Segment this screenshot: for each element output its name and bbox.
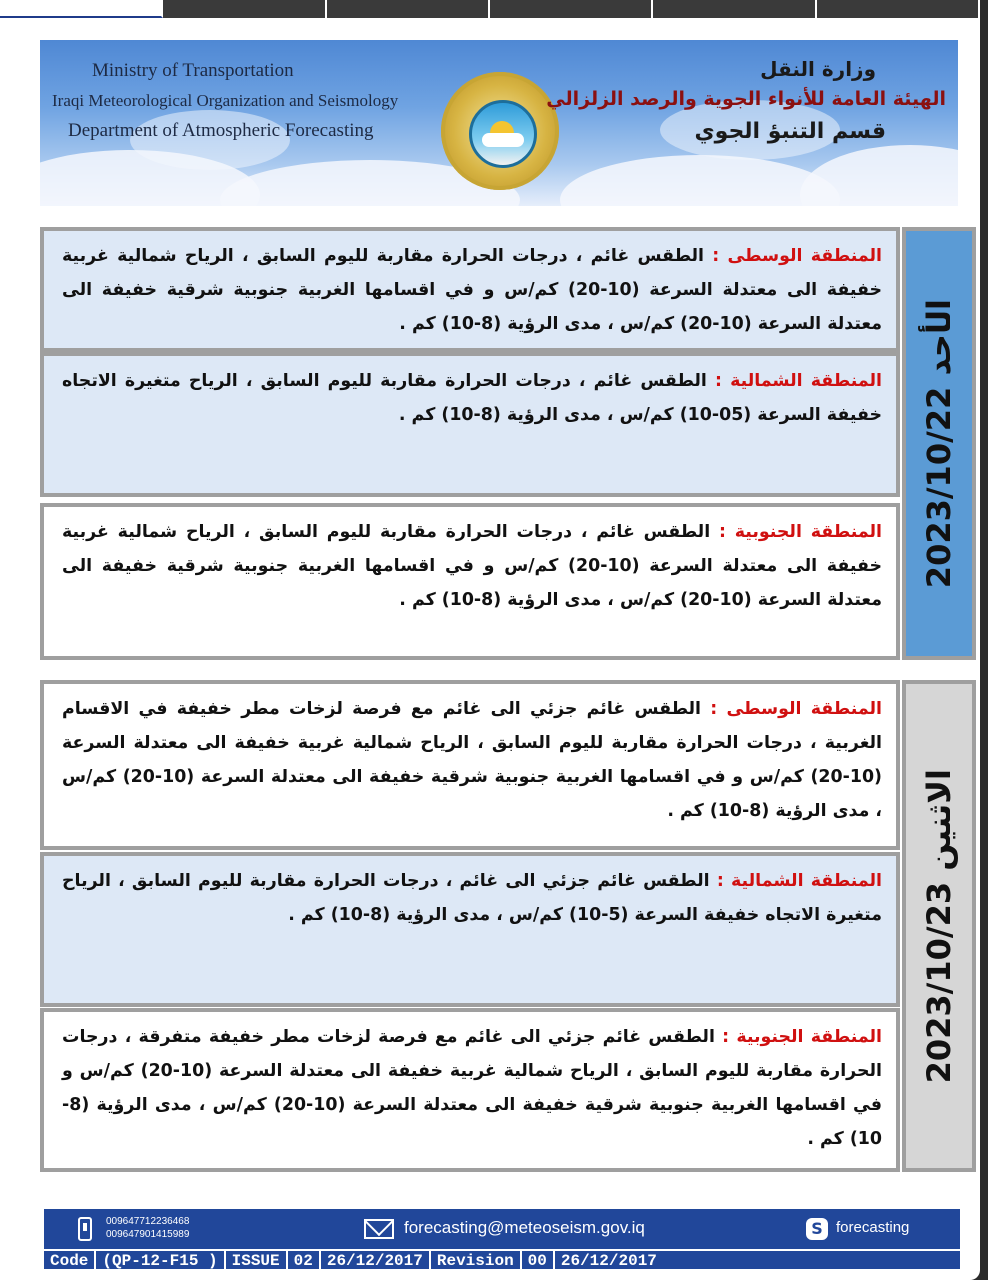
forecast-text: الطقس غائم ، درجات الحرارة مقاربة لليوم السابق ، الرياح شمالية غربية خفيفة الى معتدلة السرعة (10-20) كم/س و في اقسامها الغربية جنوبية شرقية خفيفة الى معتدلة السرعة (10-20) كم/س ، مدى الرؤية (8-10) كم . — [62, 522, 882, 610]
phone-icon — [78, 1217, 92, 1241]
document-code-row — [44, 1249, 960, 1269]
region-label: المنطقة الوسطى : — [712, 246, 882, 266]
department-name-ar: قسم التنبؤ الجوي — [694, 119, 886, 144]
top-window-strip — [0, 0, 980, 18]
forecast-southern-region — [40, 503, 900, 660]
footer — [44, 1209, 960, 1269]
email-address[interactable]: forecasting@meteoseism.gov.iq — [404, 1218, 645, 1237]
skype-handle: forecasting — [836, 1219, 910, 1236]
code-value: (QP-12-F15 ) — [96, 1251, 225, 1269]
phone-number: 009647901415989 — [106, 1229, 190, 1240]
forecast-text: الطقس غائم ، درجات الحرارة مقاربة لليوم السابق ، الرياح شمالية غربية خفيفة الى معتدلة السرعة (10-20) كم/س و في اقسامها الغربية جنوبية شرقية خفيفة الى معتدلة السرعة (10-20) كم/س ، مدى الرؤية (8-10) كم . — [62, 246, 882, 334]
revision-date: 26/12/2017 — [560, 1252, 657, 1270]
skype-icon: S — [806, 1218, 828, 1240]
forecast-date: الاثنين 2023/10/23 — [920, 768, 958, 1084]
forecast-text: الطقس غائم جزئي الى غائم مع فرصة لزخات مطر خفيفة في الاقسام الغربية ، درجات الحرارة مقاربة لليوم السابق ، الرياح شمالية غربية خفيفة الى معتدلة السرعة (10-20) كم/س و في اقسامها الغربية جنوبية شرقية خفيفة الى معتدلة السرعة (10-20) كم/س ، مدى الرؤية (8-10) كم . — [62, 699, 882, 821]
department-name-en: Department of Atmospheric Forecasting — [68, 120, 374, 141]
issue-number: 02 — [288, 1251, 321, 1269]
logo-emblem-icon — [469, 100, 537, 168]
forecast-central-region — [40, 680, 900, 850]
contact-row — [44, 1209, 960, 1249]
day-forecast-1 — [40, 227, 976, 660]
forecast-northern-region — [40, 852, 900, 1007]
issue-date: 26/12/2017 — [321, 1251, 431, 1269]
region-label: المنطقة الجنوبية : — [718, 522, 882, 542]
date-bar — [902, 227, 976, 660]
date-bar — [902, 680, 976, 1172]
region-label: المنطقة الشمالية : — [716, 871, 883, 891]
code-label: Code — [44, 1251, 96, 1269]
day-forecast-2 — [40, 680, 976, 1172]
region-label: المنطقة الجنوبية : — [722, 1027, 882, 1047]
ministry-name-ar: وزارة النقل — [760, 57, 876, 81]
header-banner — [40, 40, 958, 206]
forecast-northern-region — [40, 352, 900, 497]
phone-numbers — [106, 1215, 189, 1241]
revision-label: Revision — [431, 1251, 522, 1269]
forecast-southern-region — [40, 1008, 900, 1172]
issue-label: ISSUE — [226, 1251, 288, 1269]
revision-number: 00 — [522, 1251, 555, 1269]
organization-logo — [441, 72, 559, 190]
mail-icon — [364, 1219, 394, 1239]
organization-name-ar: الهيئة العامة للأنواء الجوية والرصد الزلزالي — [546, 88, 946, 110]
header-english — [52, 56, 398, 146]
phone-number: 009647712236468 — [106, 1216, 190, 1227]
ministry-name-en: Ministry of Transportation — [92, 60, 294, 81]
forecast-date: الأحد 2023/10/22 — [920, 298, 958, 589]
organization-name-en: Iraqi Meteorological Organization and Seismology — [52, 91, 399, 110]
region-label: المنطقة الوسطى : — [710, 699, 882, 719]
forecast-central-region — [40, 227, 900, 352]
forecast-text: الطقس غائم جزئي الى غائم ، درجات الحرارة مقاربة لليوم السابق ، الرياح متغيرة الاتجاه خفيفة السرعة (5-10) كم/س ، مدى الرؤية (8-10) كم . — [62, 871, 882, 925]
region-label: المنطقة الشمالية : — [715, 371, 882, 391]
forecast-text: الطقس غائم جزئي الى غائم مع فرصة لزخات مطر خفيفة متفرقة ، درجات الحرارة مقاربة لليوم السابق ، الرياح شمالية غربية خفيفة الى معتدلة السرعة (10-20) كم/س و في اقسامها الغربية جنوبية شرقية خفيفة الى معتدلة السرعة (10-20) كم/س ، مدى الرؤية (8-10) كم . — [62, 1027, 883, 1149]
forecast-text: الطقس غائم ، درجات الحرارة مقاربة لليوم السابق ، الرياح متغيرة الاتجاه خفيفة السرعة (05-10) كم/س ، مدى الرؤية (8-10) كم . — [62, 371, 882, 425]
header-arabic — [546, 54, 946, 150]
